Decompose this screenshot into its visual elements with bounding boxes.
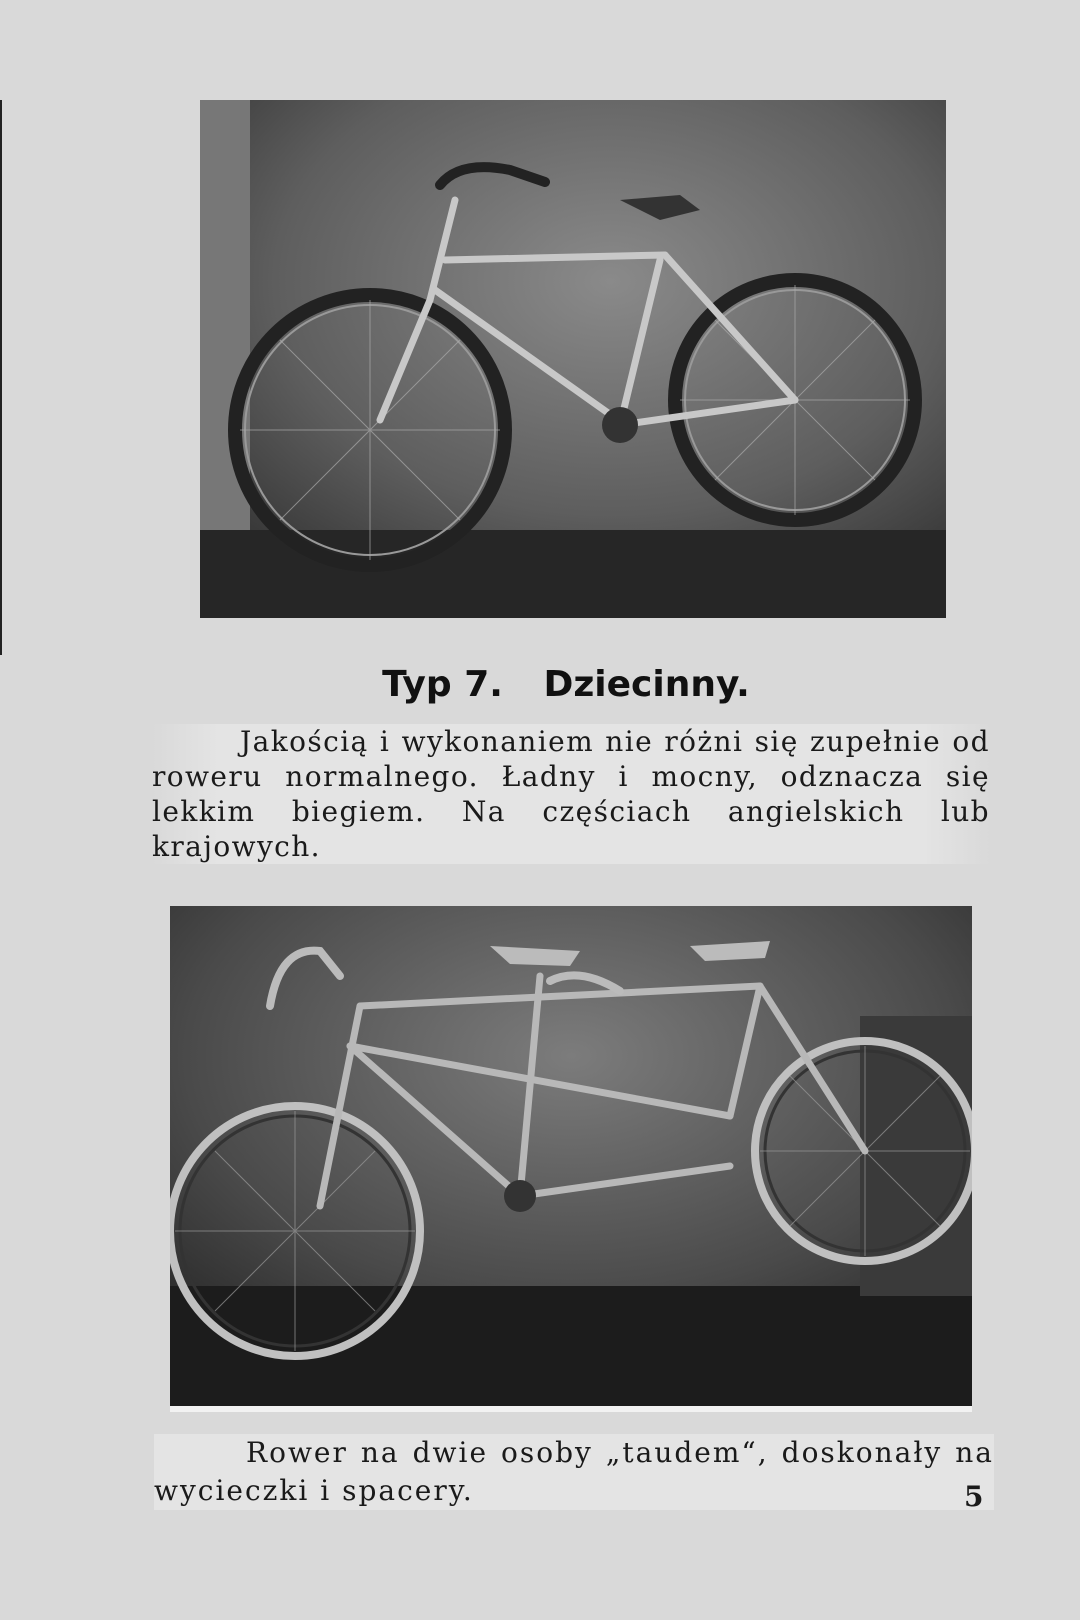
page-number: 5 <box>964 1480 984 1513</box>
bicycle-photo-drawing <box>200 100 946 618</box>
tandem-bicycle-photo <box>170 906 972 1412</box>
page-edge-line <box>0 100 2 655</box>
tandem-caption: Rower na dwie osoby „taudem“, doskonały na wycieczki i spacery. <box>154 1434 994 1510</box>
product-type: Typ 7. <box>382 664 503 705</box>
product-heading <box>26 664 1080 705</box>
tandem-photo-drawing <box>170 906 972 1406</box>
product-description: Jakością i wykonaniem nie różni się zupełnie od roweru normalnego. Ładny i mocny, odznacza się lekkim biegiem. Na częściach angielskich lub krajowych. <box>152 725 990 863</box>
bicycle-photo <box>200 100 946 618</box>
product-name: Dziecinny. <box>543 664 750 705</box>
